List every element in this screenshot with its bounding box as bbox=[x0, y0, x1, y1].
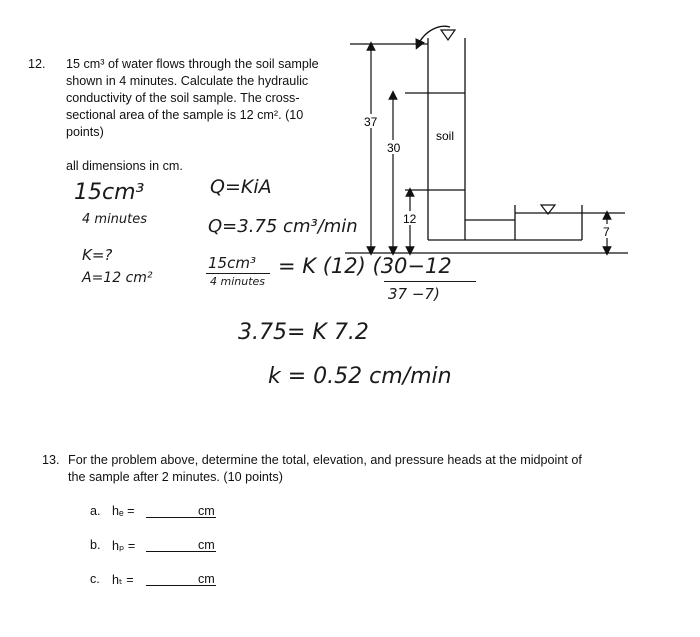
answer-c-label: c. bbox=[90, 572, 100, 586]
question-13-line-1: For the problem above, determine the total, elevation, and pressure heads at the midpoint of bbox=[68, 453, 582, 467]
dimensions-note: all dimensions in cm. bbox=[66, 159, 183, 173]
question-12-line-3: conductivity of the soil sample. The cross- bbox=[66, 91, 300, 105]
answer-pressure-head bbox=[90, 538, 250, 556]
question-12-line-5: points) bbox=[66, 125, 104, 139]
hw-fraction-bar bbox=[206, 273, 270, 274]
question-12-line-2: shown in 4 minutes. Calculate the hydraulic bbox=[66, 74, 309, 88]
answer-a-variable: hₑ = bbox=[112, 504, 135, 518]
question-13 bbox=[42, 452, 642, 486]
hw-gradient-bar bbox=[384, 281, 476, 282]
question-12-line-1: 15 cm³ of water flows through the soil sample bbox=[66, 57, 319, 71]
hw-given-area: A=12 cm² bbox=[82, 270, 153, 286]
dim-12-label: 12 bbox=[403, 212, 417, 226]
water-level-top-icon bbox=[441, 30, 455, 40]
answer-b-variable: hₚ = bbox=[112, 539, 136, 553]
dim-30-label: 30 bbox=[387, 141, 401, 155]
answer-elevation-head bbox=[90, 504, 250, 522]
question-12-line-4: sectional area of the sample is 12 cm². (10 bbox=[66, 108, 304, 122]
soil-label: soil bbox=[436, 129, 455, 143]
question-13-line-2: the sample after 2 minutes. (10 points) bbox=[68, 470, 283, 484]
question-13-number: 13. bbox=[42, 453, 60, 467]
answer-total-head bbox=[90, 572, 250, 590]
hw-eq-substitution: = K (12) (30−12 bbox=[278, 254, 452, 278]
hw-eq-fraction-top: 15cm³ bbox=[208, 254, 256, 272]
hw-given-k: K=? bbox=[82, 246, 113, 264]
dim-7-label: 7 bbox=[603, 225, 610, 239]
answer-a-label: a. bbox=[90, 504, 101, 518]
hw-given-volume: 15cm³ bbox=[74, 180, 145, 205]
answer-c-unit: cm bbox=[198, 572, 215, 586]
answer-a-unit: cm bbox=[198, 504, 215, 518]
dim-37-label: 37 bbox=[364, 115, 378, 129]
hw-eq-simplified: 3.75= K 7.2 bbox=[238, 320, 369, 345]
hw-given-time: 4 minutes bbox=[82, 212, 148, 227]
answer-c-variable: hₜ = bbox=[112, 573, 134, 587]
answer-b-label: b. bbox=[90, 538, 101, 552]
hw-eq-gradient-denominator: 37 −7) bbox=[388, 285, 440, 303]
hw-eq-flow: Q=3.75 cm³/min bbox=[208, 216, 358, 237]
question-12-number: 12. bbox=[28, 57, 46, 71]
hw-eq-result: k = 0.52 cm/min bbox=[268, 364, 452, 389]
hw-eq-darcy: Q=KiA bbox=[210, 176, 272, 198]
answer-b-unit: cm bbox=[198, 538, 215, 552]
hw-eq-fraction-bottom: 4 minutes bbox=[210, 275, 266, 288]
